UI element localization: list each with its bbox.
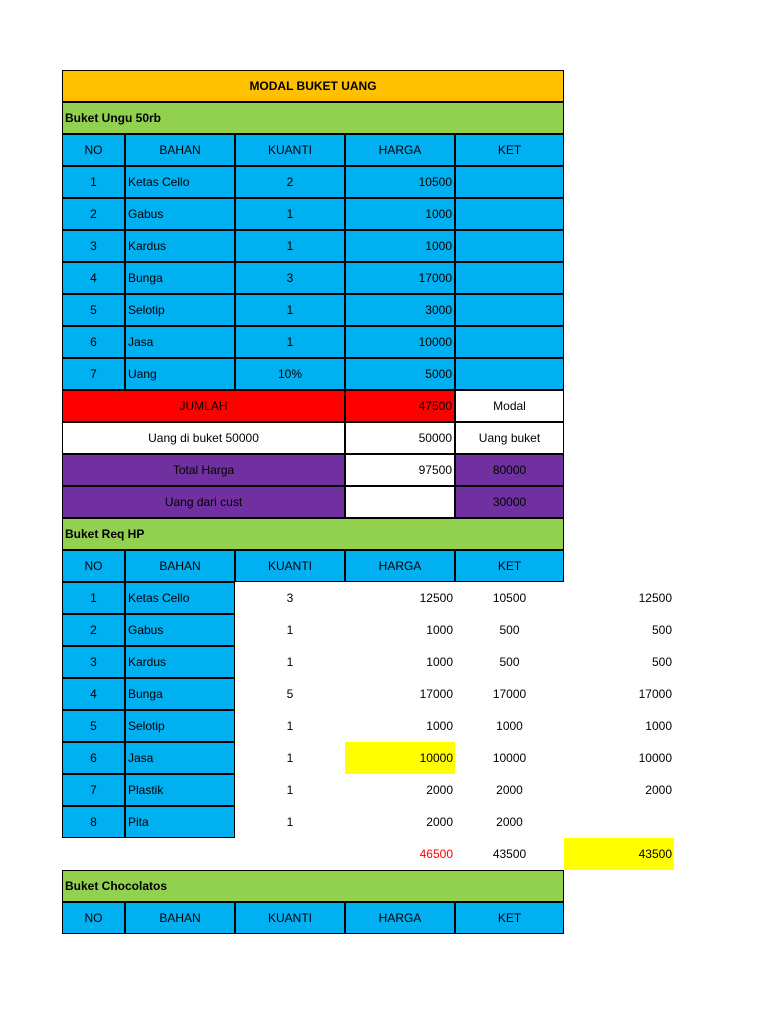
- section2-column-header[interactable]: BAHAN: [125, 550, 235, 582]
- row-bahan-cell[interactable]: Jasa: [125, 742, 235, 774]
- jumlah-label[interactable]: JUMLAH: [62, 390, 345, 422]
- row-harga-cell[interactable]: 1000: [426, 719, 453, 733]
- section1-column-header[interactable]: KUANTI: [235, 134, 345, 166]
- row-extra-cell[interactable]: [564, 806, 674, 838]
- section2-column-header[interactable]: NO: [62, 550, 125, 582]
- row-harga-cell[interactable]: 1000: [426, 623, 453, 637]
- section3-column-header[interactable]: KET: [455, 902, 564, 934]
- row-ket-cell[interactable]: 10500: [492, 591, 527, 605]
- row-ket-cell[interactable]: [455, 166, 564, 198]
- section2-column-header[interactable]: KUANTI: [235, 550, 345, 582]
- row-harga-cell[interactable]: 1000: [345, 198, 455, 230]
- row-ket-cell[interactable]: 2000: [496, 783, 523, 797]
- row-harga-cell[interactable]: 2000: [426, 815, 453, 829]
- row-kuanti-cell[interactable]: 2: [235, 166, 345, 198]
- section2-total-harga[interactable]: 46500: [419, 847, 453, 861]
- total-harga-value[interactable]: 97500: [345, 454, 455, 486]
- row-ket-cell[interactable]: 2000: [496, 815, 523, 829]
- jumlah-value[interactable]: 47500: [345, 390, 455, 422]
- uang-buket-label[interactable]: Uang di buket 50000: [62, 422, 345, 454]
- row-ket-cell[interactable]: [455, 294, 564, 326]
- row-ket-cell[interactable]: [455, 358, 564, 390]
- section1-column-header[interactable]: HARGA: [345, 134, 455, 166]
- row-kuanti-cell[interactable]: 1: [286, 751, 294, 765]
- row-ket-cell[interactable]: [455, 326, 564, 358]
- row-harga-cell[interactable]: 1000: [345, 230, 455, 262]
- section-title[interactable]: Buket Chocolatos: [62, 870, 564, 902]
- sheet-title[interactable]: MODAL BUKET UANG: [62, 70, 564, 102]
- row-bahan-cell[interactable]: Ketas Cello: [125, 582, 235, 614]
- row-extra-cell[interactable]: 500: [651, 655, 672, 669]
- row-extra-cell[interactable]: 500: [651, 623, 672, 637]
- section2-column-header[interactable]: KET: [455, 550, 564, 582]
- row-bahan-cell[interactable]: Selotip: [125, 294, 235, 326]
- row-ket-cell[interactable]: 500: [499, 655, 520, 669]
- row-kuanti-cell[interactable]: 1: [235, 294, 345, 326]
- section3-column-header[interactable]: HARGA: [345, 902, 455, 934]
- row-no-cell[interactable]: 1: [62, 166, 125, 198]
- row-no-cell[interactable]: 4: [62, 262, 125, 294]
- row-bahan-cell[interactable]: Jasa: [125, 326, 235, 358]
- section-title[interactable]: Buket Req HP: [62, 518, 564, 550]
- row-ket-cell[interactable]: 1000: [496, 719, 523, 733]
- section1-column-header[interactable]: NO: [62, 134, 125, 166]
- section3-column-header[interactable]: KUANTI: [235, 902, 345, 934]
- row-extra-cell[interactable]: 12500: [638, 591, 672, 605]
- row-bahan-cell[interactable]: Ketas Cello: [125, 166, 235, 198]
- uang-buket-value[interactable]: 50000: [345, 422, 455, 454]
- row-bahan-cell[interactable]: Bunga: [125, 262, 235, 294]
- row-no-cell[interactable]: 1: [62, 582, 125, 614]
- section3-column-header[interactable]: NO: [62, 902, 125, 934]
- total-harga-label[interactable]: Total Harga: [62, 454, 345, 486]
- row-ket-cell[interactable]: [455, 230, 564, 262]
- row-kuanti-cell[interactable]: 1: [235, 326, 345, 358]
- section2-column-header[interactable]: HARGA: [345, 550, 455, 582]
- row-harga-cell[interactable]: 3000: [345, 294, 455, 326]
- row-harga-cell[interactable]: 5000: [345, 358, 455, 390]
- row-kuanti-cell[interactable]: 3: [286, 591, 294, 605]
- row-bahan-cell[interactable]: Plastik: [125, 774, 235, 806]
- row-no-cell[interactable]: 6: [62, 742, 125, 774]
- row-no-cell[interactable]: 7: [62, 774, 125, 806]
- row-kuanti-cell[interactable]: 1: [286, 655, 294, 669]
- row-no-cell[interactable]: 3: [62, 646, 125, 678]
- row-ket-cell[interactable]: [455, 262, 564, 294]
- row-ket-cell[interactable]: 10000: [492, 751, 527, 765]
- row-no-cell[interactable]: 3: [62, 230, 125, 262]
- row-bahan-cell[interactable]: Kardus: [125, 230, 235, 262]
- jumlah-ket[interactable]: Modal: [455, 390, 564, 422]
- row-kuanti-cell[interactable]: 1: [235, 230, 345, 262]
- row-harga-cell[interactable]: 10000: [345, 742, 455, 774]
- row-harga-cell[interactable]: 2000: [426, 783, 453, 797]
- row-bahan-cell[interactable]: Pita: [125, 806, 235, 838]
- row-no-cell[interactable]: 8: [62, 806, 125, 838]
- total-harga-ket[interactable]: 80000: [455, 454, 564, 486]
- row-harga-cell[interactable]: 1000: [426, 655, 453, 669]
- section1-column-header[interactable]: KET: [455, 134, 564, 166]
- uang-cust-label[interactable]: Uang dari cust: [62, 486, 345, 518]
- uang-buket-ket[interactable]: Uang buket: [455, 422, 564, 454]
- row-bahan-cell[interactable]: Gabus: [125, 198, 235, 230]
- row-extra-cell[interactable]: 1000: [645, 719, 672, 733]
- row-extra-cell[interactable]: 2000: [645, 783, 672, 797]
- row-extra-cell[interactable]: 10000: [638, 751, 672, 765]
- row-bahan-cell[interactable]: Selotip: [125, 710, 235, 742]
- row-no-cell[interactable]: 2: [62, 198, 125, 230]
- row-harga-cell[interactable]: 17000: [419, 687, 453, 701]
- row-no-cell[interactable]: 5: [62, 294, 125, 326]
- section2-total-extra[interactable]: 43500: [564, 838, 674, 870]
- row-kuanti-cell[interactable]: 1: [286, 719, 294, 733]
- uang-cust-ket[interactable]: 30000: [455, 486, 564, 518]
- row-ket-cell[interactable]: 17000: [492, 687, 527, 701]
- row-kuanti-cell[interactable]: 3: [235, 262, 345, 294]
- section2-total-ket[interactable]: 43500: [492, 847, 527, 861]
- row-no-cell[interactable]: 5: [62, 710, 125, 742]
- row-extra-cell[interactable]: 17000: [638, 687, 672, 701]
- section1-column-header[interactable]: BAHAN: [125, 134, 235, 166]
- row-harga-cell[interactable]: 10500: [345, 166, 455, 198]
- section3-column-header[interactable]: BAHAN: [125, 902, 235, 934]
- section-title[interactable]: Buket Ungu 50rb: [62, 102, 564, 134]
- row-no-cell[interactable]: 4: [62, 678, 125, 710]
- row-kuanti-cell[interactable]: 10%: [235, 358, 345, 390]
- row-no-cell[interactable]: 2: [62, 614, 125, 646]
- row-kuanti-cell[interactable]: 1: [235, 198, 345, 230]
- row-kuanti-cell[interactable]: 1: [286, 815, 294, 829]
- row-harga-cell[interactable]: 10000: [345, 326, 455, 358]
- row-kuanti-cell[interactable]: 5: [286, 687, 294, 701]
- row-kuanti-cell[interactable]: 1: [286, 623, 294, 637]
- row-bahan-cell[interactable]: Gabus: [125, 614, 235, 646]
- row-ket-cell[interactable]: [455, 198, 564, 230]
- row-no-cell[interactable]: 6: [62, 326, 125, 358]
- row-ket-cell[interactable]: 500: [499, 623, 520, 637]
- row-no-cell[interactable]: 7: [62, 358, 125, 390]
- uang-cust-value[interactable]: [345, 486, 455, 518]
- row-harga-cell[interactable]: 12500: [419, 591, 453, 605]
- row-kuanti-cell[interactable]: 1: [286, 783, 294, 797]
- row-bahan-cell[interactable]: Kardus: [125, 646, 235, 678]
- row-bahan-cell[interactable]: Bunga: [125, 678, 235, 710]
- row-bahan-cell[interactable]: Uang: [125, 358, 235, 390]
- row-harga-cell[interactable]: 17000: [345, 262, 455, 294]
